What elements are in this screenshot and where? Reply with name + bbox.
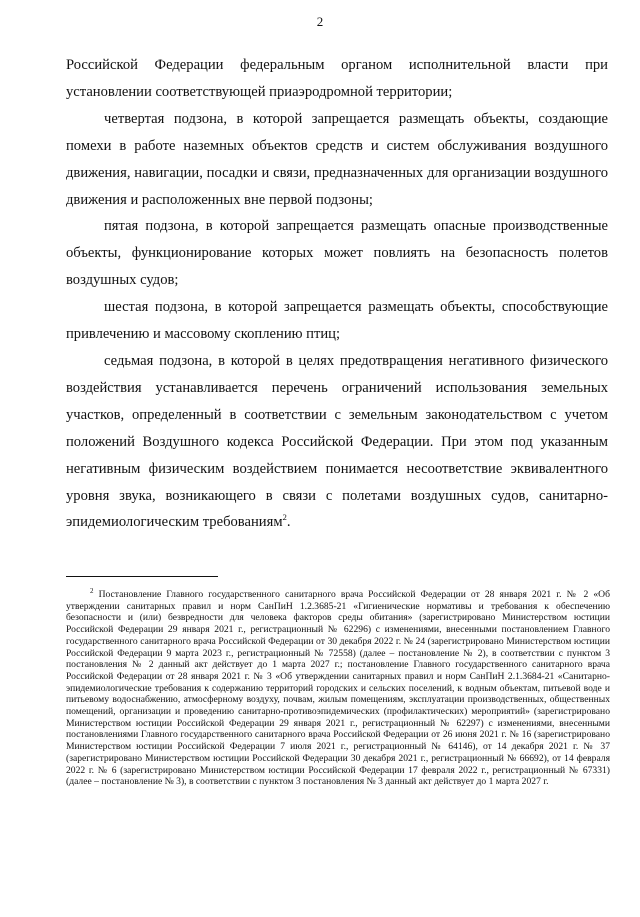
paragraph-subzone-7-text: седьмая подзона, в которой в целях предотвращения негативного физического воздействия устанавливается перечень ограничений использования земельных участков, определенный в соответствии с земельным законодательством с учетом положений Воздушного кодекса Российской Федерации. При этом под указанным негативным физическим воздействием понимается несоответствие эквивалентного уровня звука, возникающего в связи с полетами воздушных судов, санитарно-эпидемиологическим требованиям <box>66 352 608 531</box>
sentence-period: . <box>286 514 291 531</box>
paragraph-subzone-5: пятая подзона, в которой запрещается размещать опасные производственные объекты, функционирование которых может повлиять на безопасность полетов воздушных судов; <box>66 218 608 289</box>
paragraph-subzone-4: четвертая подзона, в которой запрещается размещать объекты, создающие помехи в работе наземных объектов средств и систем обслуживания воздушного движения, навигации, посадки и связи, предназначенных для организации воздушного движения и расположенных вне первой подзоны; <box>66 110 608 208</box>
paragraph-subzone-7 <box>66 348 608 536</box>
footnote-marker: 2 <box>90 586 94 595</box>
body-text <box>66 52 608 536</box>
footnote-reference[interactable]: 2 <box>282 512 287 523</box>
footnote-text: Постановление Главного государственного санитарного врача Российской Федерации от 28 января 2021 г. № 2 «Об утверждении санитарных правил и норм СанПиН 1.2.3685-21 «Гигиенические нормативы и требования к обеспечению безопасности и (или) безвредности для человека факторов среды обитания» (зарегистрировано Министерством юстиции Российской Федерации 29 января 2021 г., регистрационный № 62296) с изменениями, внесенными постановлением Главного государственного санитарного врача Российской Федерации от 30 декабря 2022 г. № 24 (зарегистрировано Министерством юстиции Российской Федерации 9 марта 2023 г., регистрационный № 72558) (далее – постановление № 2), в соответствии с пунктом 3 постановления № 2 данный акт действует до 1 марта 2027 г.; постановление Главного государственного санитарного врача Российской Федерации от 28 января 2021 г. № 3 «Об утверждении санитарных правил и норм СанПиН 2.1.3684-21 «Санитарно-эпидемиологические требования к содержанию территорий городских и сельских поселений, к водным объектам, питьевой воде и питьевому водоснабжению, атмосферному воздуху, почвам, жилым помещениям, эксплуатации производственных, общественных помещений, организации и проведению санитарно-противоэпидемических (профилактических) мероприятий» (зарегистрировано Министерством юстиции Российской Федерации 29 января 2021 г., регистрационный № 62297) с изменениями, внесенными постановлениями Главного государственного санитарного врача Российской Федерации от 26 июня 2021 г. № 16 (зарегистрировано Министерством юстиции Российской Федерации 7 июля 2021 г., регистрационный № 64146), от 14 декабря 2021 г. № 37 (зарегистрировано Министерством юстиции Российской Федерации 30 декабря 2021 г., регистрационный № 66692), от 14 февраля 2022 г. № 6 (зарегистрировано Министерством юстиции Российской Федерации 17 февраля 2022 г., регистрационный № 67331) (далее – постановление № 3), в соответствии с пунктом 3 постановления № 3 данный акт действует до 1 марта 2027 г. <box>66 589 610 788</box>
footnote <box>66 586 610 788</box>
footnote-divider <box>66 576 218 577</box>
paragraph-subzone-6: шестая подзона, в которой запрещается размещать объекты, способствующие привлечению и массовому скоплению птиц; <box>66 299 608 343</box>
paragraph-continuation: Российской Федерации федеральным органом исполнительной власти при установлении соответствующей приаэродромной территории; <box>66 57 608 100</box>
page-number: 2 <box>316 14 324 29</box>
